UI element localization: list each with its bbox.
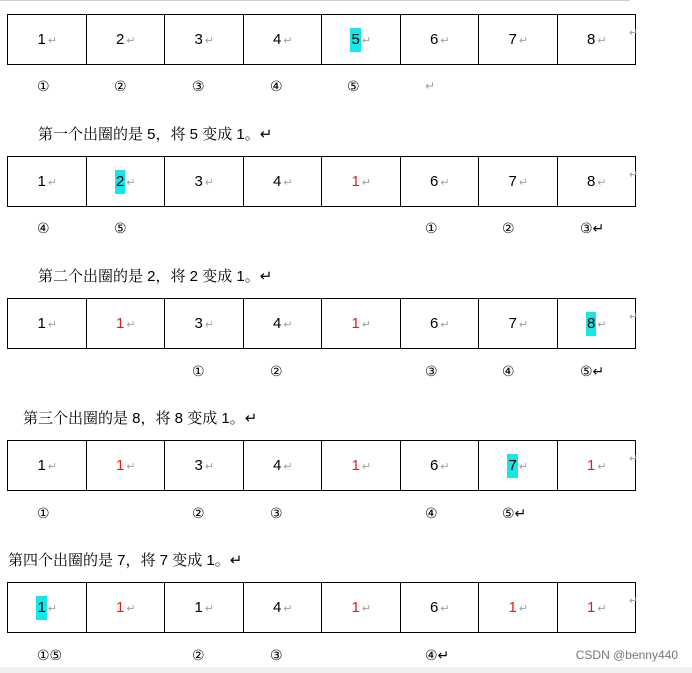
paragraph-mark-icon: ↵ — [518, 460, 529, 473]
cell-number: 1 — [508, 598, 517, 616]
paragraph-mark-icon: ↵ — [126, 460, 136, 473]
cell-number: 1 — [37, 30, 46, 48]
cell-number: 1 — [115, 598, 125, 616]
table-cell — [479, 583, 558, 633]
circled-number: ⑤↵ — [580, 364, 605, 380]
table-cell — [400, 15, 479, 65]
cell-number: 1 — [115, 314, 125, 332]
number-row-4 — [7, 440, 639, 491]
paragraph-mark-icon: ↵ — [597, 318, 607, 331]
paragraph-mark-icon: ↵ — [204, 176, 215, 189]
circled-number: ④ — [270, 79, 283, 95]
row-end-mark-icon: ↵ — [629, 453, 639, 465]
table-cell — [86, 15, 165, 65]
table-cell — [479, 441, 558, 491]
cell-number: 1 — [586, 598, 596, 616]
table-cell — [400, 583, 479, 633]
table-row — [8, 583, 636, 633]
table-cell — [8, 157, 87, 207]
cell-number: 4 — [272, 598, 282, 616]
table-cell — [243, 157, 322, 207]
paragraph-mark-icon: ↵ — [283, 602, 293, 615]
table-cell — [243, 15, 322, 65]
cell-number: 6 — [429, 456, 439, 474]
step-caption-2: 第二个出圈的是 2，将 2 变成 1。↵ — [38, 268, 273, 285]
table-cell — [165, 441, 244, 491]
cell-number: 6 — [429, 172, 439, 190]
table-cell — [8, 583, 87, 633]
circled-number: ④ — [425, 506, 438, 522]
paragraph-mark-icon: ↵ — [283, 34, 293, 47]
paragraph-mark-icon: ↵ — [361, 34, 372, 47]
paragraph-mark-icon: ↵ — [597, 34, 607, 47]
paragraph-mark-icon: ↵ — [440, 460, 450, 473]
circled-number: ④↵ — [425, 648, 450, 664]
page-top-border — [0, 0, 630, 1]
circled-number: ① — [192, 364, 205, 380]
cell-number: 8 — [586, 30, 596, 48]
cell-number: 4 — [272, 30, 282, 48]
cell-number: 1 — [37, 314, 46, 332]
circled-number: ④ — [502, 364, 515, 380]
paragraph-mark-icon: ↵ — [47, 602, 58, 615]
paragraph-mark-icon: ↵ — [361, 602, 372, 615]
table-cell — [322, 441, 401, 491]
paragraph-mark-icon: ↵ — [126, 602, 136, 615]
cell-number: 1 — [586, 456, 596, 474]
table-cell — [557, 15, 639, 65]
paragraph-mark-icon: ↵ — [204, 34, 215, 47]
cell-number: 6 — [429, 314, 439, 332]
paragraph-mark-icon: ↵ — [204, 460, 215, 473]
cell-number: 1 — [351, 456, 360, 474]
cell-number: 1 — [36, 596, 46, 620]
table-row — [8, 441, 636, 491]
paragraph-mark-icon: ↵ — [204, 318, 215, 331]
circled-number: ② — [270, 364, 283, 380]
cell-number: 7 — [508, 172, 517, 190]
circled-number: ② — [502, 221, 515, 237]
table-row — [8, 299, 636, 349]
table-cell — [86, 157, 165, 207]
paragraph-mark-icon: ↵ — [47, 460, 58, 473]
paragraph-mark-icon: ↵ — [126, 34, 136, 47]
paragraph-mark-icon: ↵ — [518, 176, 529, 189]
paragraph-mark-icon: ↵ — [597, 460, 607, 473]
table-cell — [243, 299, 322, 349]
cell-number: 1 — [351, 172, 360, 190]
cell-number: 7 — [508, 314, 517, 332]
position-markers-row-4 — [0, 506, 692, 526]
cell-number: 2 — [115, 170, 125, 194]
number-row-1 — [7, 14, 639, 65]
paragraph-mark-icon: ↵ — [283, 318, 293, 331]
table-cell — [165, 583, 244, 633]
row-end-mark-icon: ↵ — [629, 169, 639, 181]
paragraph-mark-icon: ↵ — [361, 460, 372, 473]
table-cell — [557, 299, 639, 349]
paragraph-mark-icon: ↵ — [361, 318, 372, 331]
paragraph-mark-icon: ↵ — [440, 602, 450, 615]
table-cell — [8, 441, 87, 491]
paragraph-mark-icon: ↵ — [126, 176, 136, 189]
table-row — [8, 15, 636, 65]
cell-number: 6 — [429, 598, 439, 616]
cell-number: 3 — [194, 314, 203, 332]
cell-number: 4 — [272, 314, 282, 332]
circled-number: ② — [192, 648, 205, 664]
table-cell — [322, 583, 401, 633]
position-markers-row-3 — [0, 364, 692, 384]
step-caption-1: 第一个出圈的是 5，将 5 变成 1。↵ — [38, 126, 273, 143]
cell-number: 3 — [194, 172, 203, 190]
step-caption-3: 第三个出圈的是 8，将 8 变成 1。↵ — [23, 410, 258, 427]
table-row — [8, 157, 636, 207]
circled-number: ⑤ — [347, 79, 360, 95]
circled-number: ⑤ — [114, 221, 127, 237]
table-cell — [86, 441, 165, 491]
table-cell — [400, 157, 479, 207]
table-cell — [557, 157, 639, 207]
paragraph-mark-icon: ↵ — [126, 318, 136, 331]
table-cell — [165, 157, 244, 207]
table-cell — [243, 441, 322, 491]
table-cell — [557, 583, 639, 633]
cell-number: 4 — [272, 456, 282, 474]
paragraph-mark-icon: ↵ — [204, 602, 215, 615]
paragraph-mark-icon: ↵ — [361, 176, 372, 189]
circled-number: ①⑤ — [37, 648, 63, 664]
paragraph-mark-icon: ↵ — [597, 602, 607, 615]
cell-number: 8 — [586, 312, 596, 336]
step-caption-4: 第四个出圈的是 7，将 7 变成 1。↵ — [8, 552, 243, 569]
circled-number: ③ — [270, 648, 283, 664]
watermark: CSDN @benny440 — [575, 648, 678, 662]
table-cell — [8, 15, 87, 65]
circled-number: ② — [114, 79, 127, 95]
cell-number: 5 — [350, 28, 360, 52]
number-row-3 — [7, 298, 639, 349]
paragraph-mark-icon: ↵ — [518, 602, 529, 615]
position-markers-row-2 — [0, 221, 692, 241]
cell-number: 7 — [507, 454, 517, 478]
paragraph-mark-icon: ↵ — [283, 460, 293, 473]
table-cell — [322, 15, 401, 65]
paragraph-mark-icon: ↵ — [440, 34, 450, 47]
paragraph-mark-icon: ↵ — [283, 176, 293, 189]
cell-number: 1 — [351, 598, 360, 616]
table-cell — [322, 157, 401, 207]
number-row-2 — [7, 156, 639, 207]
circled-number: ① — [425, 221, 438, 237]
cell-number: 1 — [115, 456, 125, 474]
paragraph-mark-icon: ↵ — [425, 79, 436, 93]
bottom-strip — [0, 667, 692, 673]
circled-number: ① — [37, 79, 50, 95]
circled-number: ③↵ — [580, 221, 605, 237]
row-end-mark-icon: ↵ — [629, 27, 639, 39]
paragraph-mark-icon: ↵ — [597, 176, 607, 189]
paragraph-mark-icon: ↵ — [47, 176, 58, 189]
position-markers-row-1 — [0, 79, 692, 99]
circled-number: ③ — [270, 506, 283, 522]
circled-number: ③ — [192, 79, 205, 95]
paragraph-mark-icon: ↵ — [518, 318, 529, 331]
table-cell — [322, 299, 401, 349]
cell-number: 1 — [37, 456, 46, 474]
cell-number: 1 — [37, 172, 46, 190]
cell-number: 3 — [194, 456, 203, 474]
paragraph-mark-icon: ↵ — [47, 318, 58, 331]
cell-number: 6 — [429, 30, 439, 48]
table-cell — [243, 583, 322, 633]
cell-number: 4 — [272, 172, 282, 190]
paragraph-mark-icon: ↵ — [518, 34, 529, 47]
table-cell — [479, 15, 558, 65]
cell-number: 2 — [115, 30, 125, 48]
table-cell — [479, 299, 558, 349]
row-end-mark-icon: ↵ — [629, 595, 639, 607]
cell-number: 3 — [194, 30, 203, 48]
cell-number: 8 — [586, 172, 596, 190]
cell-number: 1 — [351, 314, 360, 332]
cell-number: 7 — [508, 30, 517, 48]
table-cell — [165, 299, 244, 349]
row-end-mark-icon: ↵ — [629, 311, 639, 323]
table-cell — [86, 299, 165, 349]
circled-number: ② — [192, 506, 205, 522]
table-cell — [8, 299, 87, 349]
table-cell — [165, 15, 244, 65]
table-cell — [400, 299, 479, 349]
cell-number: 1 — [194, 598, 203, 616]
circled-number: ③ — [425, 364, 438, 380]
paragraph-mark-icon: ↵ — [47, 34, 58, 47]
paragraph-mark-icon: ↵ — [440, 318, 450, 331]
table-cell — [479, 157, 558, 207]
table-cell — [557, 441, 639, 491]
paragraph-mark-icon: ↵ — [440, 176, 450, 189]
table-cell — [86, 583, 165, 633]
circled-number: ⑤↵ — [502, 506, 527, 522]
table-cell — [400, 441, 479, 491]
circled-number: ④ — [37, 221, 50, 237]
circled-number: ① — [37, 506, 50, 522]
number-row-5 — [7, 582, 639, 633]
